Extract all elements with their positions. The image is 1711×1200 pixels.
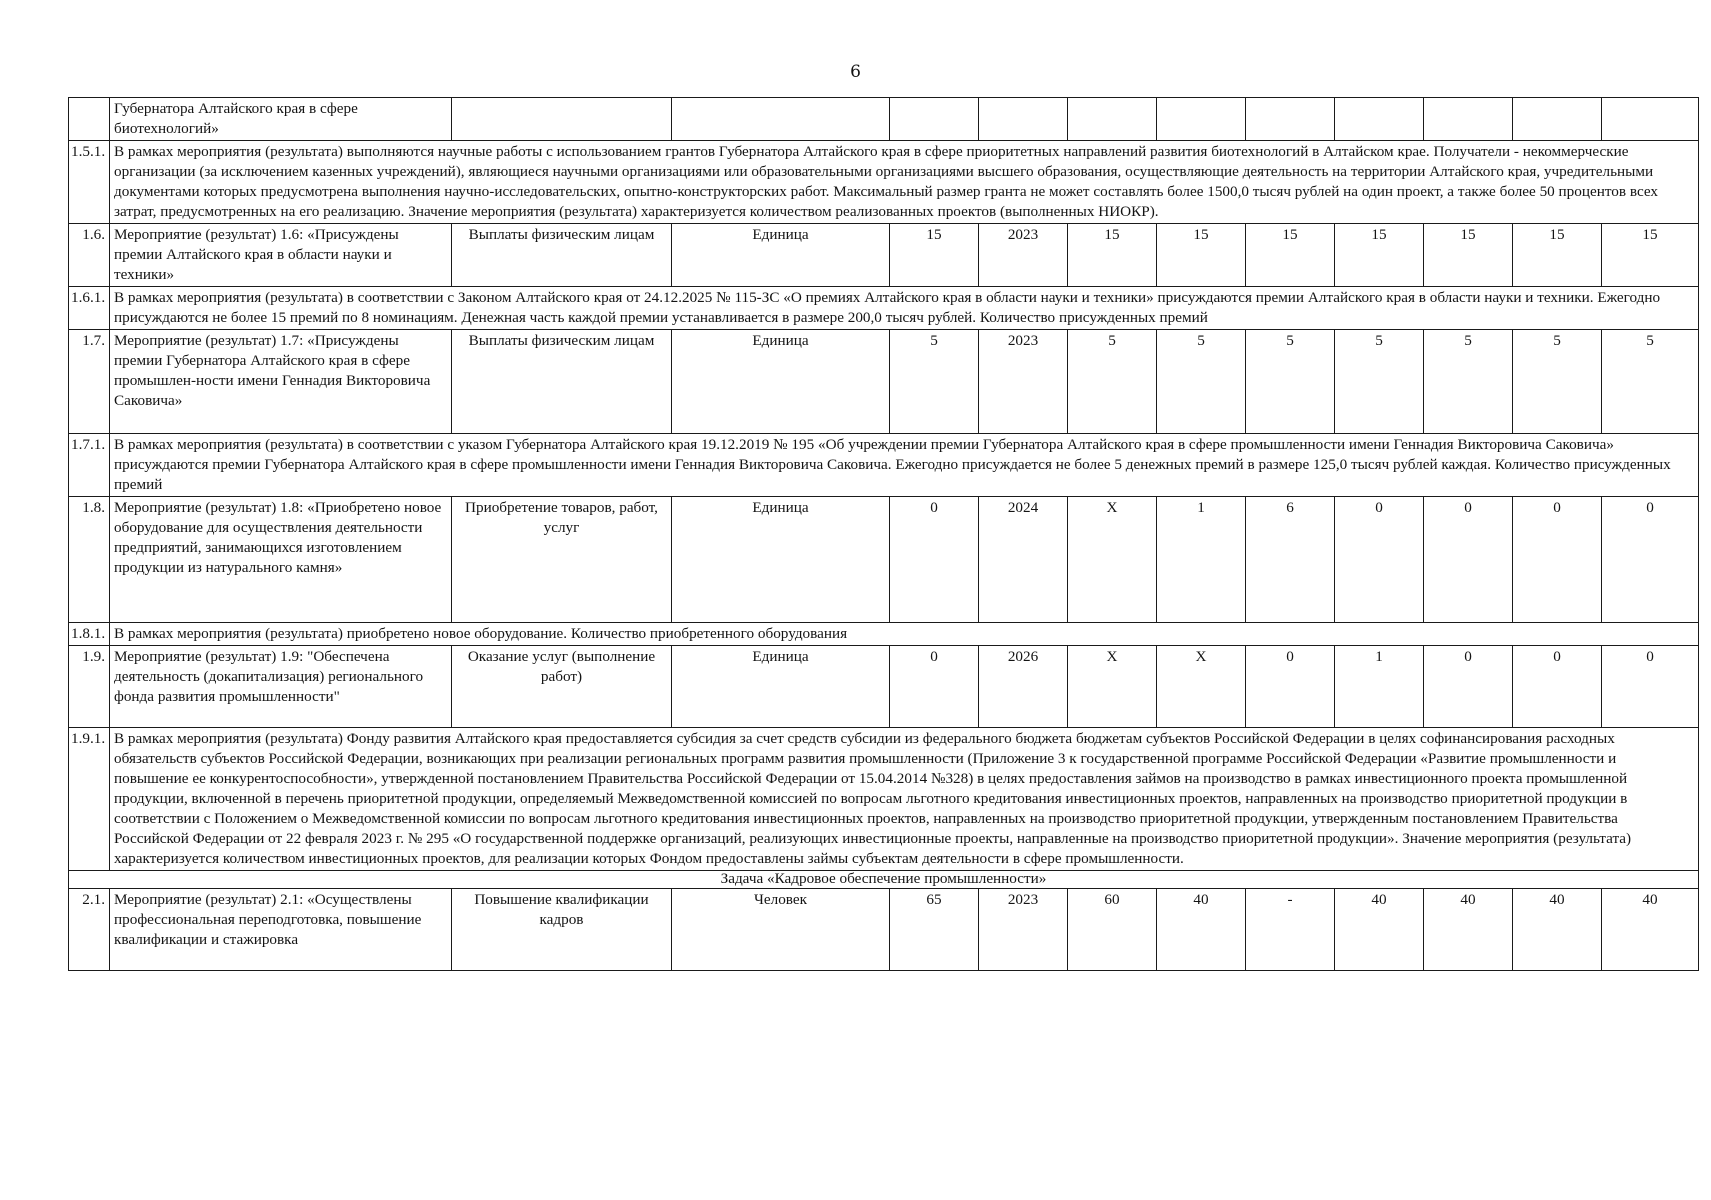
measure-type: Повышение квалификации кадров [452, 889, 672, 971]
row-number: 1.9. [69, 646, 110, 728]
measure-description: В рамках мероприятия (результата) в соответствии с Законом Алтайского края от 24.12.2025 № 115-ЗС «О премиях Алтайского края в области науки и техники» присуждаются премии Алтайского края в области науки и техники. Ежегодно присуждаются не более 15 премий по 8 номинациям. Денежная часть каждой премии устанавливается в размере 200,0 тысяч рублей. Количество присужденных премий [110, 287, 1699, 330]
row-number: 1.8. [69, 497, 110, 623]
empty-cell [1157, 98, 1246, 141]
empty-cell [890, 98, 979, 141]
year-value: 5 [1068, 330, 1157, 434]
measure-title: Мероприятие (результат) 1.7: «Присуждены премии Губернатора Алтайского края в сфере промышлен-ности имени Геннадия Викторовича Саковича» [110, 330, 452, 434]
year-value: 5 [1602, 330, 1699, 434]
year-value: 15 [1246, 224, 1335, 287]
base-year: 2023 [979, 889, 1068, 971]
measure-unit: Единица [672, 646, 890, 728]
measure-title: Мероприятие (результат) 1.6: «Присуждены премии Алтайского края в области науки и техники» [110, 224, 452, 287]
year-value: X [1068, 646, 1157, 728]
table-row-1-9 [69, 646, 1699, 728]
table-row-1-8-1 [69, 623, 1699, 646]
empty-cell [672, 98, 890, 141]
year-value: 15 [1068, 224, 1157, 287]
measure-description: В рамках мероприятия (результата) Фонду развития Алтайского края предоставляется субсидия за счет средств субсидии из федерального бюджета бюджетам субъектов Российской Федерации в целях софинансирования расходных обязательств субъектов Российской Федерации, возникающих при реализации региональных программ развития промышленности (Приложение 3 к государственной программе Российской Федерации «Развитие промышленности и повышение ее конкурентоспособности», утвержденной постановлением Правительства Российской Федерации от 15.04.2014 №328) в целях предоставления займов на производство в рамках инвестиционного проекта промышленной продукции, включенной в перечень приоритетной продукции, определяемый Межведомственной комиссией по вопросам льготного кредитования инвестиционных проектов, направленных на производство приоритетной продукции в соответствии с Положением о Межведомственной комиссии по вопросам льготного кредитования инвестиционных проектов, направленных на производство приоритетной продукции, утвержденным постановлением Правительства Российской Федерации от 22 февраля 2023 г. № 295 «О государственной поддержке организаций, реализующих инвестиционные проекты, направленные на производство приоритетной продукции». Значение мероприятия (результата) характеризуется количеством инвестиционных проектов, для реализации которых Фондом предоставлены займы субъектам деятельности в сфере промышленности. [110, 728, 1699, 871]
year-value: - [1246, 889, 1335, 971]
year-value: 0 [1424, 497, 1513, 623]
year-value: 0 [1246, 646, 1335, 728]
measures-table [68, 97, 1699, 971]
measure-unit: Единица [672, 330, 890, 434]
measure-title: Мероприятие (результат) 1.8: «Приобретено новое оборудование для осуществления деятельности предприятий, занимающихся изготовлением продукции из натурального камня» [110, 497, 452, 623]
base-value: 5 [890, 330, 979, 434]
base-value: 0 [890, 646, 979, 728]
year-value: 15 [1157, 224, 1246, 287]
year-value: 40 [1157, 889, 1246, 971]
table-row-1-7-1 [69, 434, 1699, 497]
measure-unit: Человек [672, 889, 890, 971]
year-value: 1 [1335, 646, 1424, 728]
task-heading-row [69, 871, 1699, 889]
empty-cell [1068, 98, 1157, 141]
base-year: 2023 [979, 224, 1068, 287]
measure-description: В рамках мероприятия (результата) в соответствии с указом Губернатора Алтайского края 19.12.2019 № 195 «Об учреждении премии Губернатора Алтайского края в сфере промышленности имени Геннадия Викторовича Саковича» присуждаются премии Губернатора Алтайского края в сфере промышленности имени Геннадия Викторовича Саковича. Ежегодно присуждается не более 5 денежных премий в размере 125,0 тысяч рублей каждая. Количество присужденных премий [110, 434, 1699, 497]
table-row-1-6 [69, 224, 1699, 287]
measure-type: Выплаты физическим лицам [452, 224, 672, 287]
year-value: 5 [1424, 330, 1513, 434]
measure-title: Мероприятие (результат) 1.9: "Обеспечена деятельность (докапитализация) регионального фонда развития промышленности" [110, 646, 452, 728]
empty-cell [1424, 98, 1513, 141]
table-row-1-6-1 [69, 287, 1699, 330]
year-value: 40 [1602, 889, 1699, 971]
year-value: 0 [1424, 646, 1513, 728]
empty-cell [1602, 98, 1699, 141]
row-number: 1.5.1. [69, 141, 110, 224]
year-value: 5 [1246, 330, 1335, 434]
measure-description: В рамках мероприятия (результата) выполняются научные работы с использованием грантов Губернатора Алтайского края в сфере приоритетных направлений развития биотехнологий в Алтайском крае. Получатели - некоммерческие организации (за исключением казенных учреждений), являющиеся научными организациями или образовательными организациями высшего образования, осуществляющие деятельность на территории Алтайского края, учредительными документами которых предусмотрена выполнения научно-исследовательских, опытно-конструкторских работ. Максимальный размер гранта не может составлять более 1500,0 тысяч рублей на один проект, а также более 50 процентов всех затрат, предусмотренных на его реализацию. Значение мероприятия (результата) характеризуется количеством реализованных проектов (выполненных НИОКР). [110, 141, 1699, 224]
year-value: 15 [1424, 224, 1513, 287]
year-value: 0 [1513, 497, 1602, 623]
year-value: 5 [1335, 330, 1424, 434]
empty-cell [1246, 98, 1335, 141]
empty-cell [452, 98, 672, 141]
year-value: 0 [1602, 646, 1699, 728]
table-row-1-5-continued [69, 98, 1699, 141]
year-value: 5 [1157, 330, 1246, 434]
row-number: 2.1. [69, 889, 110, 971]
row-number: 1.7.1. [69, 434, 110, 497]
measure-title: Мероприятие (результат) 2.1: «Осуществлены профессиональная переподготовка, повышение квалификации и стажировка [110, 889, 452, 971]
row-number: 1.7. [69, 330, 110, 434]
row-number: 1.8.1. [69, 623, 110, 646]
row-number-cell [69, 98, 110, 141]
measure-type: Выплаты физическим лицам [452, 330, 672, 434]
measure-type: Приобретение товаров, работ, услуг [452, 497, 672, 623]
measure-description: В рамках мероприятия (результата) приобретено новое оборудование. Количество приобретенного оборудования [110, 623, 1699, 646]
measure-type: Оказание услуг (выполнение работ) [452, 646, 672, 728]
year-value: X [1068, 497, 1157, 623]
empty-cell [1513, 98, 1602, 141]
table-row-1-8 [69, 497, 1699, 623]
table-row-1-7 [69, 330, 1699, 434]
year-value: X [1157, 646, 1246, 728]
row-number: 1.6.1. [69, 287, 110, 330]
measure-unit: Единица [672, 224, 890, 287]
year-value: 5 [1513, 330, 1602, 434]
page-number: 6 [850, 62, 861, 82]
base-value: 15 [890, 224, 979, 287]
measure-unit: Единица [672, 497, 890, 623]
empty-cell [1335, 98, 1424, 141]
row-number: 1.9.1. [69, 728, 110, 871]
table-row-1-5-1 [69, 141, 1699, 224]
year-value: 40 [1424, 889, 1513, 971]
year-value: 0 [1602, 497, 1699, 623]
task-heading: Задача «Кадровое обеспечение промышленности» [69, 871, 1699, 889]
year-value: 0 [1335, 497, 1424, 623]
base-value: 0 [890, 497, 979, 623]
table-row-2-1 [69, 889, 1699, 971]
empty-cell [979, 98, 1068, 141]
row-number: 1.6. [69, 224, 110, 287]
year-value: 1 [1157, 497, 1246, 623]
table-row-1-9-1 [69, 728, 1699, 871]
measure-title: Губернатора Алтайского края в сфере биотехнологий» [110, 98, 452, 141]
base-year: 2024 [979, 497, 1068, 623]
year-value: 15 [1335, 224, 1424, 287]
year-value: 0 [1513, 646, 1602, 728]
base-year: 2026 [979, 646, 1068, 728]
year-value: 15 [1602, 224, 1699, 287]
base-value: 65 [890, 889, 979, 971]
year-value: 15 [1513, 224, 1602, 287]
year-value: 40 [1513, 889, 1602, 971]
base-year: 2023 [979, 330, 1068, 434]
year-value: 6 [1246, 497, 1335, 623]
year-value: 40 [1335, 889, 1424, 971]
year-value: 60 [1068, 889, 1157, 971]
